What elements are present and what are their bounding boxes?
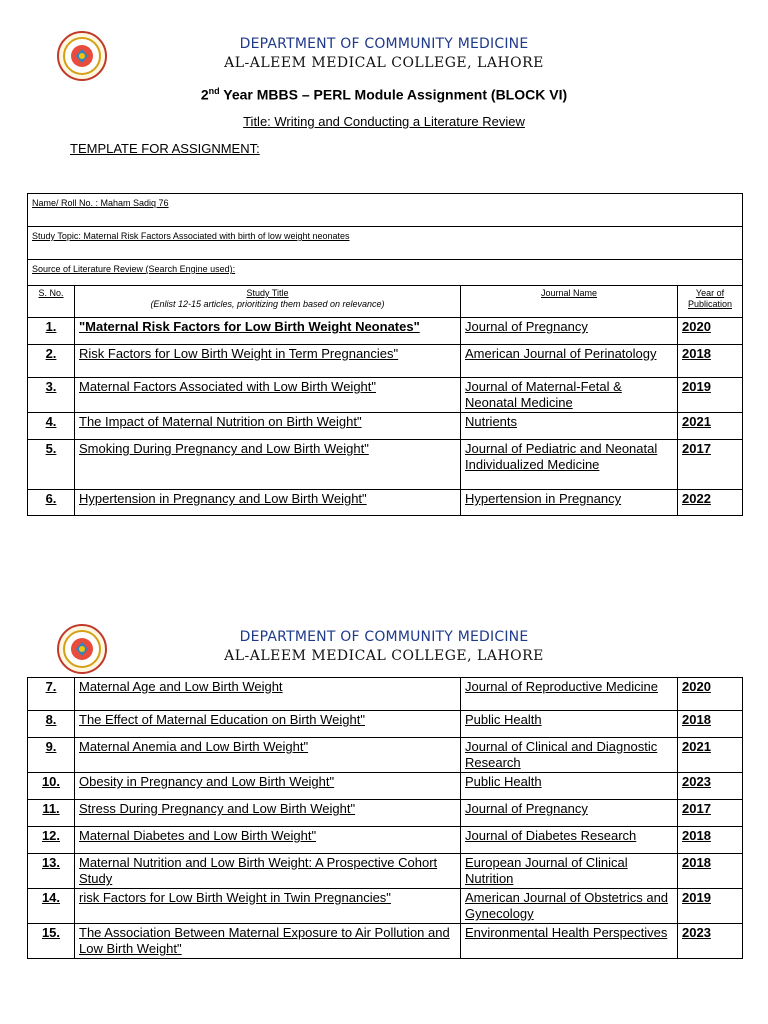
row-number: 11. <box>28 800 75 827</box>
column-header-row <box>28 286 743 318</box>
journal-name: European Journal of Clinical Nutrition <box>461 854 678 889</box>
table-row <box>28 490 743 516</box>
journal-name: Journal of Pregnancy <box>461 318 678 345</box>
table-row <box>28 345 743 378</box>
table-row <box>28 854 743 889</box>
journal-name: Nutrients <box>461 413 678 440</box>
study-title: Maternal Diabetes and Low Birth Weight" <box>75 827 461 854</box>
publication-year: 2022 <box>678 490 743 516</box>
table-row <box>28 924 743 959</box>
department-name: DEPARTMENT OF COMMUNITY MEDICINE <box>239 629 529 645</box>
publication-year: 2018 <box>678 711 743 738</box>
document-title: Title: Writing and Conducting a Literature Review <box>243 114 525 129</box>
journal-name: Public Health <box>461 773 678 800</box>
publication-year: 2017 <box>678 800 743 827</box>
department-name: DEPARTMENT OF COMMUNITY MEDICINE <box>239 36 529 52</box>
publication-year: 2018 <box>678 827 743 854</box>
page-header-1 <box>0 36 768 86</box>
college-name: AL-ALEEM MEDICAL COLLEGE, LAHORE <box>224 648 544 664</box>
publication-year: 2019 <box>678 889 743 924</box>
study-title: "Maternal Risk Factors for Low Birth Weight Neonates" <box>75 318 461 345</box>
template-heading: TEMPLATE FOR ASSIGNMENT: <box>70 141 260 156</box>
study-topic-field: Study Topic: Maternal Risk Factors Associated with birth of low weight neonates <box>28 227 743 260</box>
header-journal: Journal Name <box>461 286 678 318</box>
journal-name: American Journal of Perinatology <box>461 345 678 378</box>
table-row <box>28 318 743 345</box>
study-title: The Impact of Maternal Nutrition on Birth Weight" <box>75 413 461 440</box>
study-title: Maternal Anemia and Low Birth Weight" <box>75 738 461 773</box>
row-number: 2. <box>28 345 75 378</box>
row-number: 8. <box>28 711 75 738</box>
study-title: Obesity in Pregnancy and Low Birth Weight" <box>75 773 461 800</box>
table-row <box>28 711 743 738</box>
study-title: Stress During Pregnancy and Low Birth Weight" <box>75 800 461 827</box>
study-title: The Effect of Maternal Education on Birth Weight" <box>75 711 461 738</box>
table-row <box>28 378 743 413</box>
table-row <box>28 678 743 711</box>
row-number: 1. <box>28 318 75 345</box>
table-row <box>28 889 743 924</box>
row-number: 5. <box>28 440 75 490</box>
journal-name: Journal of Pregnancy <box>461 800 678 827</box>
table-row <box>28 773 743 800</box>
source-field: Source of Literature Review (Search Engine used): <box>28 260 743 286</box>
name-roll-field: Name/ Roll No. : Maham Sadiq 76 <box>28 194 743 227</box>
journal-name: Environmental Health Perspectives <box>461 924 678 959</box>
publication-year: 2020 <box>678 318 743 345</box>
row-number: 13. <box>28 854 75 889</box>
publication-year: 2021 <box>678 738 743 773</box>
row-number: 6. <box>28 490 75 516</box>
row-number: 15. <box>28 924 75 959</box>
page-header-2 <box>0 629 768 679</box>
publication-year: 2023 <box>678 924 743 959</box>
journal-name: Public Health <box>461 711 678 738</box>
row-number: 10. <box>28 773 75 800</box>
college-name: AL-ALEEM MEDICAL COLLEGE, LAHORE <box>224 55 544 71</box>
publication-year: 2018 <box>678 854 743 889</box>
journal-name: American Journal of Obstetrics and Gynecology <box>461 889 678 924</box>
study-title: Smoking During Pregnancy and Low Birth Weight" <box>75 440 461 490</box>
study-title: risk Factors for Low Birth Weight in Twin Pregnancies" <box>75 889 461 924</box>
journal-name: Journal of Reproductive Medicine <box>461 678 678 711</box>
row-number: 3. <box>28 378 75 413</box>
assignment-table-page-2 <box>27 677 743 959</box>
study-title: The Association Between Maternal Exposure to Air Pollution and Low Birth Weight" <box>75 924 461 959</box>
table-row <box>28 738 743 773</box>
row-number: 12. <box>28 827 75 854</box>
row-number: 14. <box>28 889 75 924</box>
study-title: Hypertension in Pregnancy and Low Birth Weight" <box>75 490 461 516</box>
study-title: Maternal Nutrition and Low Birth Weight: A Prospective Cohort Study <box>75 854 461 889</box>
table-row <box>28 827 743 854</box>
study-title: Risk Factors for Low Birth Weight in Term Pregnancies" <box>75 345 461 378</box>
publication-year: 2023 <box>678 773 743 800</box>
table-row <box>28 440 743 490</box>
assignment-table-page-1 <box>27 193 743 516</box>
publication-year: 2021 <box>678 413 743 440</box>
publication-year: 2018 <box>678 345 743 378</box>
journal-name: Journal of Diabetes Research <box>461 827 678 854</box>
publication-year: 2020 <box>678 678 743 711</box>
row-number: 7. <box>28 678 75 711</box>
journal-name: Journal of Maternal-Fetal & Neonatal Medicine <box>461 378 678 413</box>
header-sno: S. No. <box>28 286 75 318</box>
journal-name: Hypertension in Pregnancy <box>461 490 678 516</box>
row-number: 9. <box>28 738 75 773</box>
journal-name: Journal of Clinical and Diagnostic Research <box>461 738 678 773</box>
table-row <box>28 413 743 440</box>
row-number: 4. <box>28 413 75 440</box>
table-row <box>28 800 743 827</box>
publication-year: 2019 <box>678 378 743 413</box>
header-year: Year of Publication <box>678 286 743 318</box>
header-study-title: Study Title (Enlist 12-15 articles, prioritizing them based on relevance) <box>75 286 461 318</box>
study-title: Maternal Age and Low Birth Weight <box>75 678 461 711</box>
journal-name: Journal of Pediatric and Neonatal Individualized Medicine <box>461 440 678 490</box>
publication-year: 2017 <box>678 440 743 490</box>
module-title: 2nd Year MBBS – PERL Module Assignment (BLOCK VI) <box>200 86 568 103</box>
study-title: Maternal Factors Associated with Low Birth Weight" <box>75 378 461 413</box>
